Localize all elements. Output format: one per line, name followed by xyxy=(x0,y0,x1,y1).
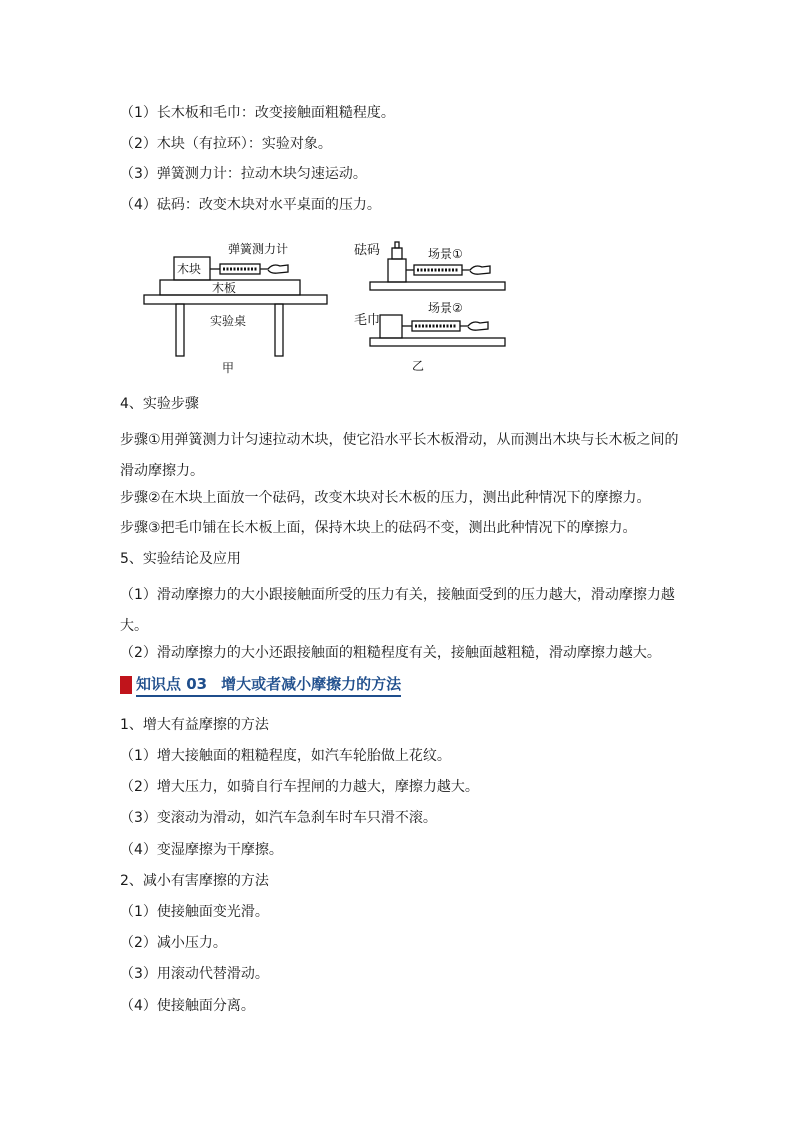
block-scene1 xyxy=(388,259,406,282)
section-title xyxy=(136,673,401,697)
increase-heading: 1、增大有益摩擦的方法 xyxy=(120,717,269,733)
increase-item-2: （2）增大压力，如骑自行车捏闸的力越大，摩擦力越大。 xyxy=(120,779,479,795)
section-heading xyxy=(120,674,401,696)
board-scene2 xyxy=(370,338,505,346)
weight xyxy=(392,248,402,259)
block-label-left: 木块 xyxy=(177,262,202,276)
towel-label: 毛巾 xyxy=(354,313,381,328)
board-label: 木板 xyxy=(212,281,237,295)
increase-item-3: （3）变滚动为滑动，如汽车急刹车时车只滑不滚。 xyxy=(120,810,437,826)
spring-meter-left xyxy=(220,264,260,274)
section-title-text: 增大或者减小摩擦力的方法 xyxy=(221,675,402,693)
decrease-heading: 2、减小有害摩擦的方法 xyxy=(120,873,269,889)
table-label: 实验桌 xyxy=(210,314,247,328)
increase-item-4: （4）变湿摩擦为干摩擦。 xyxy=(120,842,283,858)
conclusion-2: （2）滑动摩擦力的大小还跟接触面的粗糙程度有关，接触面越粗糙，滑动摩擦力越大。 xyxy=(120,645,661,661)
step-1: 步骤①用弹簧测力计匀速拉动木块，使它沿水平长木板滑动，从而测出木块与长木板之间的滑动摩擦力。 xyxy=(120,432,679,479)
decrease-item-3: （3）用滚动代替滑动。 xyxy=(120,966,269,982)
board-scene1 xyxy=(370,282,505,290)
table-top xyxy=(144,295,327,304)
scene2-label: 场景② xyxy=(428,301,463,315)
decrease-item-4: （4）使接触面分离。 xyxy=(120,998,255,1014)
meter-label-left: 弹簧测力计 xyxy=(228,242,289,256)
step-3: 步骤③把毛巾铺在长木板上面，保持木块上的砝码不变，测出此种情况下的摩擦力。 xyxy=(120,520,637,536)
increase-item-1: （1）增大接触面的粗糙程度，如汽车轮胎做上花纹。 xyxy=(120,748,451,764)
block-scene2 xyxy=(380,315,402,338)
section-marker xyxy=(120,676,132,694)
caption-right: 乙 xyxy=(412,359,425,373)
scene1-label: 场景① xyxy=(428,247,463,261)
equipment-item-4: （4）砝码：改变木块对水平桌面的压力。 xyxy=(120,197,381,213)
weight-label: 砝码 xyxy=(354,243,381,258)
caption-left: 甲 xyxy=(222,361,235,375)
equipment-item-3: （3）弹簧测力计：拉动木块匀速运动。 xyxy=(120,166,367,182)
equipment-item-2: （2）木块（有拉环）：实验对象。 xyxy=(120,136,332,152)
step-2: 步骤②在木块上面放一个砝码，改变木块对长木板的压力，测出此种情况下的摩擦力。 xyxy=(120,490,651,506)
equipment-item-1: （1）长木板和毛巾：改变接触面粗糙程度。 xyxy=(120,105,395,121)
table-leg-right xyxy=(275,304,283,356)
figure-left xyxy=(144,257,327,356)
conclusion-heading: 5、实验结论及应用 xyxy=(120,551,241,567)
decrease-item-2: （2）减小压力。 xyxy=(120,935,227,951)
table-leg-left xyxy=(176,304,184,356)
decrease-item-1: （1）使接触面变光滑。 xyxy=(120,904,269,920)
section-number: 知识点 03 xyxy=(136,675,208,693)
experiment-figure xyxy=(130,232,510,377)
steps-heading: 4、实验步骤 xyxy=(120,396,199,412)
conclusion-1: （1）滑动摩擦力的大小跟接触面所受的压力有关，接触面受到的压力越大，滑动摩擦力越大。 xyxy=(120,587,675,634)
